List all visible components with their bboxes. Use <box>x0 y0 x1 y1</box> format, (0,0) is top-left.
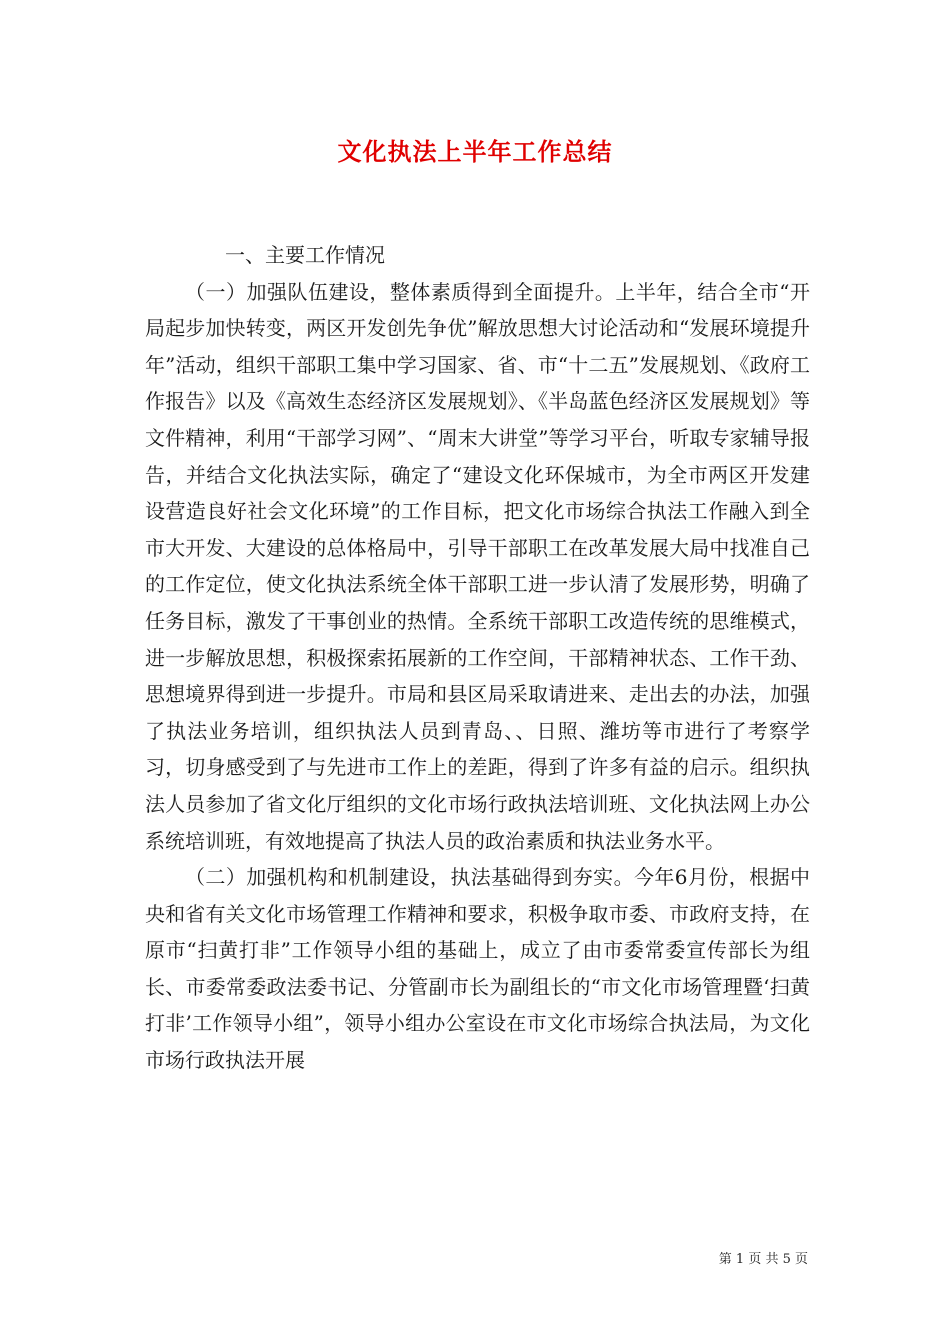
section-heading: 一、主要工作情况 <box>225 243 385 267</box>
document-title: 文化执法上半年工作总结 <box>337 137 613 166</box>
page-number: 第 1 页 共 5 页 <box>718 1252 808 1267</box>
paragraph-2: （二）加强机构和机制建设，执法基础得到夯实。今年6月份，根据中央和省有关文化市场管理工作精神和要求，积极争取市委、市政府支持，在原市“扫黄打非”工作领导小组的基础上，成立了由市委常委宣传部长为组长、市委常委政法委书记、分管副市长为副组长的“市文化市场管理暨‘扫黄打非’工作领导小组”，领导小组办公室设在市文化市场综合执法局，为文化市场行政执法开展 <box>145 865 810 1073</box>
paragraph-1: （一）加强队伍建设，整体素质得到全面提升。上半年，结合全市“开局起步加快转变，两区开发创先争优”解放思想大讨论活动和“发展环境提升年”活动，组织干部职工集中学习国家、省、市“十二五”发展规划、《政府工作报告》以及《高效生态经济区发展规划》、《半岛蓝色经济区发展规划》等文件精神，利用“干部学习网”、“周末大讲堂”等学习平台，听取专家辅导报告，并结合文化执法实际，确定了“建设文化环保城市，为全市两区开发建设营造良好社会文化环境”的工作目标，把文化市场综合执法工作融入到全市大开发、大建设的总体格局中，引导干部职工在改革发展大局中找准自己的工作定位，使文化执法系统全体干部职工进一步认清了发展形势，明确了任务目标，激发了干事创业的热情。全系统干部职工改造传统的思维模式，进一步解放思想，积极探索拓展新的工作空间，干部精神状态、工作干劲、思想境界得到进一步提升。市局和县区局采取请进来、走出去的办法，加强了执法业务培训，组织执法人员到青岛、、日照、潍坊等市进行了考察学习，切身感受到了与先进市工作上的差距，得到了许多有益的启示。组织执法人员参加了省文化厅组织的文化市场行政执法培训班、文化执法网上办公系统培训班，有效地提高了执法人员的政治素质和执法业务水平。 <box>145 279 810 853</box>
document-body <box>145 237 810 1079</box>
